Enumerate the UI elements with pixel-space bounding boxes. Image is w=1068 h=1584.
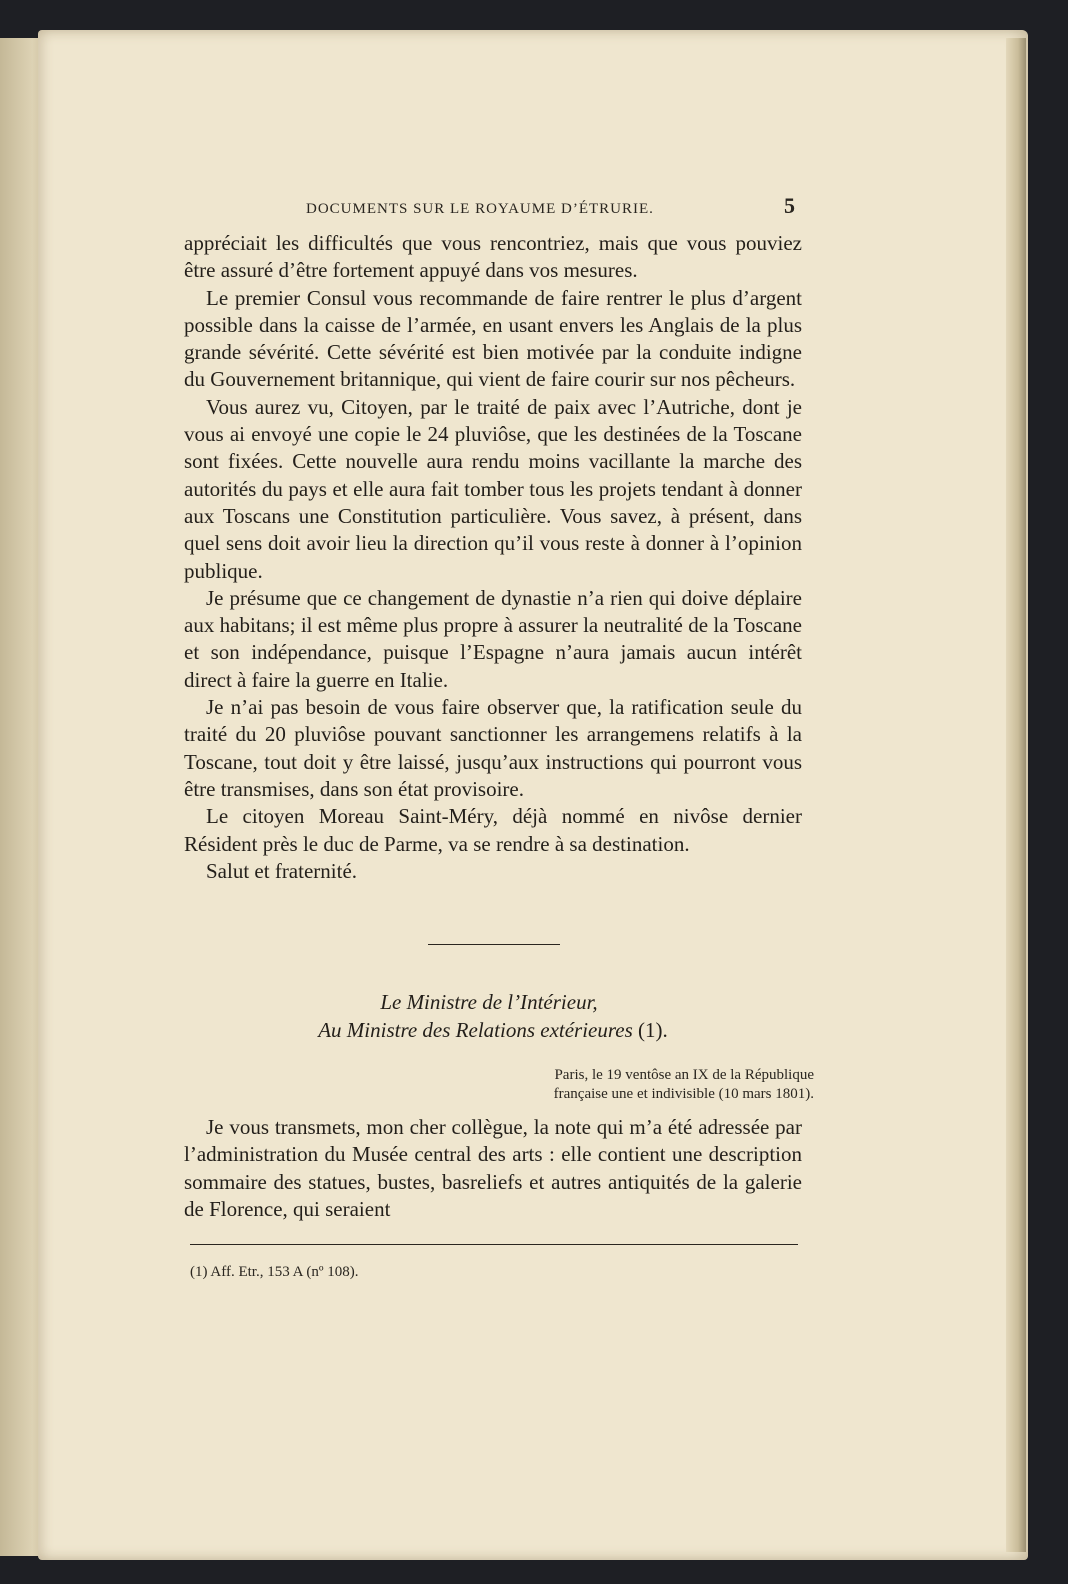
section-divider xyxy=(428,944,560,945)
footnote: (1) Aff. Etr., 153 A (nº 108). xyxy=(190,1264,359,1280)
paragraph: Je présume que ce changement de dynastie n’a rien qui doive déplaire aux habitans; il est même plus propre à assurer la neutralité de la Toscane et son indépendance, puisque l’Espagne n’aura jamais aucun intérêt direct à faire la guerre en Italie. xyxy=(184,585,802,692)
page-fore-edge xyxy=(1006,38,1026,1552)
dateline-line: française une et indivisible (10 mars 1801). xyxy=(553,1086,814,1102)
letter-heading-sender: Le Ministre de l’Intérieur, xyxy=(380,990,598,1014)
footnote-reference: (1). xyxy=(638,1018,668,1042)
paragraph: Vous aurez vu, Citoyen, par le traité de paix avec l’Autriche, dont je vous ai envoyé une copie le 24 pluviôse, que les destinées de la Toscane sont fixées. Cette nouvelle aura rendu moins vacillante la marche des autorités du pays et elle aura fait tomber tous les projets tendant à donner aux Toscans une Constitution particulière. Vous savez, à présent, dans quel sens doit avoir lieu la direction qu’il vous reste à donner à l’opinion publique. xyxy=(184,394,802,583)
paragraph: Le citoyen Moreau Saint-Méry, déjà nommé en nivôse dernier Résident près le duc de Parme, va se rendre à sa destination. xyxy=(184,804,802,856)
letter2-body xyxy=(184,1114,802,1223)
paragraph: Je n’ai pas besoin de vous faire observer que, la ratification seule du traité du 20 pluviôse pouvant sanctionner les arrangemens relatifs à la Toscane, tout doit y être laissé, jusqu’aux instructions qui pourront vous être transmises, dans son état provisoire. xyxy=(184,695,802,801)
paragraph: Je vous transmets, mon cher collègue, la note qui m’a été adressée par l’administration du Musée central des arts : elle contient une description sommaire des statues, bustes, basreliefs et autres antiquités de la galerie de Florence, qui seraient xyxy=(184,1115,802,1221)
closing-salutation: Salut et fraternité. xyxy=(206,858,358,883)
running-head: DOCUMENTS SUR LE ROYAUME D’ÉTRURIE. xyxy=(306,201,654,217)
dateline-line: Paris, le 19 ventôse an IX de la République xyxy=(554,1067,814,1083)
recipient-text: Au Ministre des Relations extérieures xyxy=(318,1018,633,1042)
letter-body xyxy=(184,230,802,885)
page-number: 5 xyxy=(784,193,795,218)
letter-heading-recipient xyxy=(184,1018,802,1043)
dateline xyxy=(554,1066,814,1104)
paragraph: Le premier Consul vous recommande de faire rentrer le plus d’argent possible dans la caisse de l’armée, en usant envers les Anglais de la plus grande sévérité. Cette sévérité est bien motivée par la conduite indigne du Gouvernement britannique, qui vient de faire courir sur nos pêcheurs. xyxy=(184,285,802,392)
footnote-divider xyxy=(190,1244,798,1245)
paragraph: appréciait les difficultés que vous rencontriez, mais que vous pouviez être assuré d’être fortement appuyé dans vos mesures. xyxy=(184,231,802,283)
